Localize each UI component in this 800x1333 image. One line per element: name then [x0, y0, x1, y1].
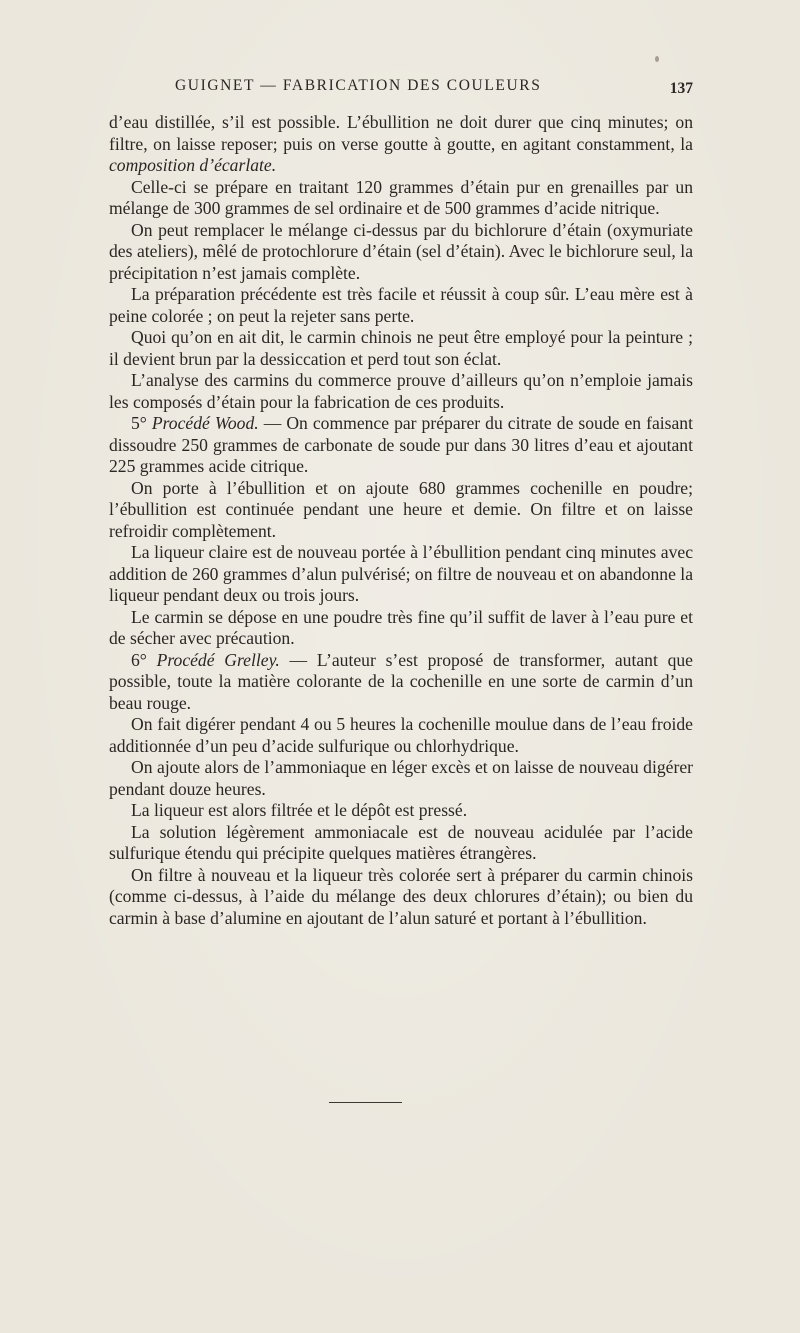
body-text — [109, 112, 693, 929]
paragraph-text: — L’auteur s’est proposé de transformer, autant que possible, toute la matière colorante de la cochenille en une sorte de carmin d’un beau rouge. — [109, 649, 693, 713]
paragraph: On porte à l’ébullition et on ajoute 680 grammes cochenille en poudre; l’ébullition est continuée pendant une heure et demie. On filtre et on laisse refroidir complètement. — [109, 477, 693, 541]
section-number: 6° — [131, 649, 157, 670]
paragraph-text: — On commence par préparer du citrate de soude en faisant dissoudre 250 grammes de carbonate de soude pur dans 30 litres d’eau et ajoutant 225 grammes acide citrique. — [109, 413, 693, 476]
section-end-rule — [329, 1102, 402, 1103]
italic-phrase: composition d’écarlate. — [109, 155, 277, 175]
paragraph-text: d’eau distillée, s’il est possible. L’ébullition ne doit durer que cinq minutes; on filtre, on laisse reposer; puis on verse goutte à goutte, en agitant constamment, la — [109, 112, 693, 154]
paragraph: La liqueur claire est de nouveau portée à l’ébullition pendant cinq minutes avec addition de 260 grammes d’alun pulvérisé; on filtre de nouveau et on abandonne la liqueur pendant deux ou trois jours. — [109, 542, 693, 605]
paragraph — [109, 112, 693, 177]
page-number: 137 — [669, 80, 693, 97]
ink-speck — [655, 56, 659, 62]
paragraph: Quoi qu’on en ait dit, le carmin chinois ne peut être employé pour la peinture ; il devient brun par la dessiccation et perd tout son éclat. — [109, 327, 693, 369]
paragraph: La préparation précédente est très facile et réussit à coup sûr. L’eau mère est à peine colorée ; on peut la rejeter sans perte. — [109, 284, 693, 326]
page-header — [175, 77, 693, 101]
paragraph: On ajoute alors de l’ammoniaque en léger excès et on laisse de nouveau digérer pendant douze heures. — [109, 757, 693, 799]
paragraph — [109, 650, 693, 715]
paragraph: On filtre à nouveau et la liqueur très colorée sert à préparer du carmin chinois (comme ci-dessus, à l’aide du mélange des deux chlorures d’étain); ou bien du carmin à base d’alumine en ajoutant de l’alun saturé et portant à l’ébullition. — [109, 864, 693, 928]
paragraph: Le carmin se dépose en une poudre très fine qu’il suffit de laver à l’eau pure et de sécher avec précaution. — [109, 606, 693, 648]
running-head: GUIGNET — FABRICATION DES COULEURS — [175, 77, 542, 94]
paragraph: Celle-ci se prépare en traitant 120 grammes d’étain pur en grenailles par un mélange de 300 grammes de sel ordinaire et de 500 grammes d’acide nitrique. — [109, 176, 693, 218]
paragraph: On fait digérer pendant 4 ou 5 heures la cochenille moulue dans de l’eau froide additionnée d’un peu d’acide sulfurique ou chlorhydrique. — [109, 714, 693, 756]
section-number: 5° — [131, 413, 152, 433]
paragraph: La liqueur est alors filtrée et le dépôt est pressé. — [131, 800, 468, 820]
paragraph — [109, 413, 693, 478]
paragraph: On peut remplacer le mélange ci-dessus par du bichlorure d’étain (oxymuriate des ateliers), mêlé de protochlorure d’étain (sel d’étain). Avec le bichlorure seul, la précipitation n’est jamais complète. — [109, 219, 693, 283]
section-heading-grelley: Procédé Grelley. — [156, 649, 280, 670]
paragraph: L’analyse des carmins du commerce prouve d’ailleurs qu’on n’emploie jamais les composés d’étain pour la fabrication de ces produits. — [109, 370, 693, 412]
section-heading-wood: Procédé Wood. — [151, 413, 259, 433]
paragraph: La solution légèrement ammoniacale est de nouveau acidulée par l’acide sulfurique étendu qui précipite quelques matières étrangères. — [109, 821, 693, 863]
